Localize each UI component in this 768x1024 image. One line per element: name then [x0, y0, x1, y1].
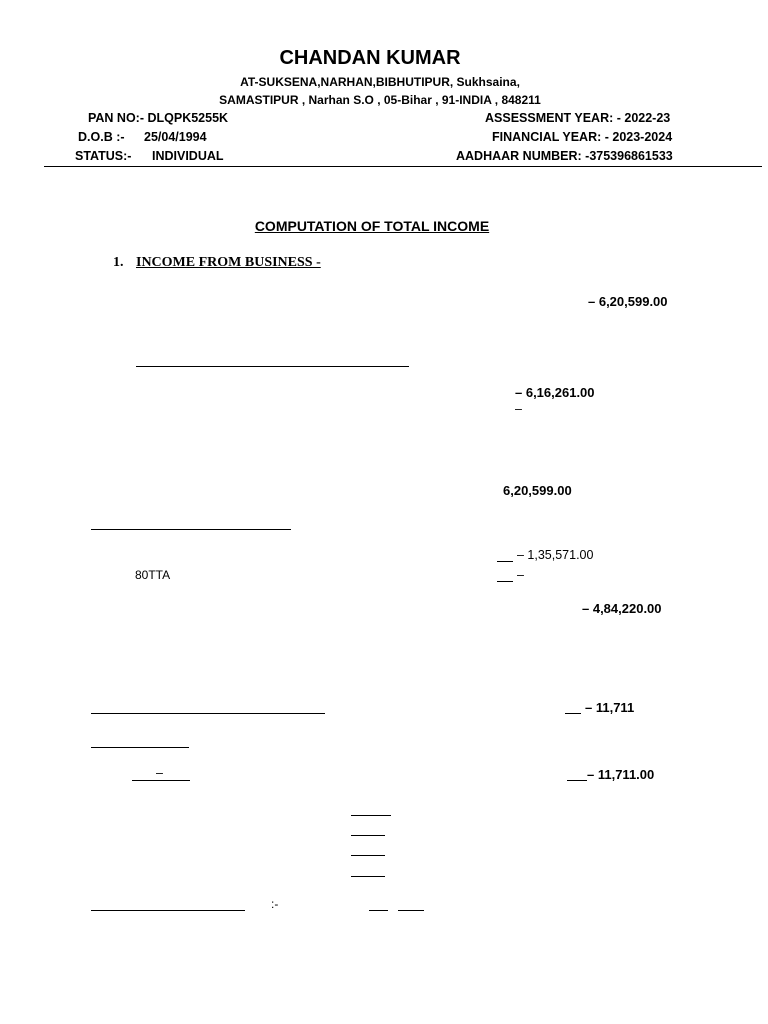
- address-line-2: SAMASTIPUR , Narhan S.O , 05-Bihar , 91-INDIA , 848211: [219, 93, 541, 107]
- gross-total-income: 6,20,599.00: [503, 483, 572, 498]
- pan-number: PAN NO:- DLQPK5255K: [88, 111, 229, 125]
- blank-line-5: [132, 780, 190, 781]
- blank-line-10: [91, 910, 245, 911]
- blank-line-7: [351, 835, 385, 836]
- blank-line-2: [91, 529, 291, 530]
- status-label: STATUS:-: [75, 149, 132, 163]
- address-line-1: AT-SUKSENA,NARHAN,BIBHUTIPUR, Sukhsaina,: [240, 75, 520, 89]
- blank-line-8: [351, 855, 385, 856]
- blank-line-12: [398, 910, 424, 911]
- blank-line-5-dash: –: [156, 766, 163, 780]
- blank-line-6: [351, 815, 391, 816]
- net-tax-blank: [567, 780, 587, 781]
- blank-line-3: [91, 713, 325, 714]
- net-tax-amount: – 11,711.00: [587, 767, 655, 782]
- computation-title: COMPUTATION OF TOTAL INCOME: [254, 218, 490, 234]
- deduction-80tta-value: –: [517, 568, 524, 582]
- deduction-amount: – 1,35,571.00: [517, 548, 594, 562]
- blank-line-1: [136, 366, 409, 367]
- header-divider: [44, 166, 762, 167]
- status-value: INDIVIDUAL: [152, 149, 224, 163]
- assessment-year: ASSESSMENT YEAR: - 2022-23: [485, 111, 671, 125]
- dob-label: D.O.B :-: [78, 130, 125, 144]
- amount-2-dash: –: [515, 402, 522, 416]
- business-income-amount: – 6,20,599.00: [588, 294, 668, 309]
- total-income-amount: – 4,84,220.00: [582, 601, 662, 616]
- deduction-80tta-blank: [497, 581, 513, 582]
- financial-year: FINANCIAL YEAR: - 2023-2024: [492, 130, 673, 144]
- tax-amount: – 11,711: [585, 700, 635, 715]
- tax-blank: [565, 713, 581, 714]
- dob-value: 25/04/1994: [144, 130, 207, 144]
- deduction-blank: [497, 561, 513, 562]
- taxpayer-name: CHANDAN KUMAR: [279, 47, 461, 69]
- colon-separator: :-: [271, 897, 279, 911]
- blank-line-4: [91, 747, 189, 748]
- amount-2: – 6,16,261.00: [515, 385, 595, 400]
- blank-line-9: [351, 876, 385, 877]
- aadhaar-number: AADHAAR NUMBER: -375396861533: [456, 149, 673, 163]
- blank-line-11: [369, 910, 388, 911]
- section-1-number: 1.: [113, 255, 124, 270]
- section-1-title: INCOME FROM BUSINESS -: [136, 255, 321, 270]
- deduction-80tta-label: 80TTA: [135, 568, 171, 582]
